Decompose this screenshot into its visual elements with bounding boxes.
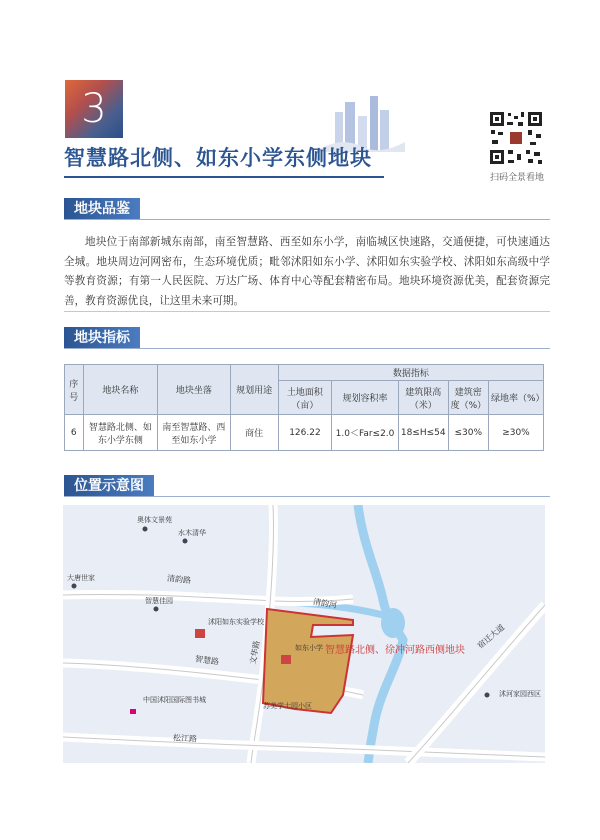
paragraph-divider xyxy=(64,311,550,312)
bookstore-icon xyxy=(130,709,136,714)
poi-datang: 大唐世家 xyxy=(67,574,95,582)
header-index: 序号 xyxy=(65,365,84,415)
cell-height: 18≤H≤54 xyxy=(398,415,448,451)
indicator-table xyxy=(64,364,544,451)
table-row xyxy=(65,415,544,451)
section-divider xyxy=(64,348,550,349)
page-title: 智慧路北侧、如东小学东侧地块 xyxy=(64,145,372,170)
cell-usage: 商住 xyxy=(230,415,278,451)
poi-aoti: 奥体文景苑 xyxy=(137,516,172,524)
header-location: 地块坐落 xyxy=(158,365,231,415)
poi-marker xyxy=(72,584,77,589)
title-underline xyxy=(64,176,384,178)
poi-rudong-school: 如东小学 xyxy=(295,644,323,652)
parcel-label: 智慧路北侧、徐冲河路西侧地块 xyxy=(325,645,465,656)
header-height: 建筑限高（米） xyxy=(398,381,448,415)
poi-shiyan-school: 沭阳如东实验学校 xyxy=(208,618,264,626)
header-far: 规划容积率 xyxy=(332,381,399,415)
poi-marker xyxy=(485,693,490,698)
cell-density: ≤30% xyxy=(448,415,488,451)
cell-area: 126.22 xyxy=(278,415,332,451)
road-qingyun: 清韵路 xyxy=(166,573,192,586)
header-data-group: 数据指标 xyxy=(278,365,543,381)
section-title-overview: 地块品鉴 xyxy=(64,198,140,220)
road-songjiang: 松江路 xyxy=(172,733,198,744)
header-green: 绿地率（%） xyxy=(488,381,543,415)
poi-shuhe: 沭河家园西区 xyxy=(499,690,541,698)
cell-index: 6 xyxy=(65,415,84,451)
section-divider xyxy=(64,496,550,497)
section-divider xyxy=(64,219,550,220)
header-area: 土地面积（亩） xyxy=(278,381,332,415)
cell-name: 智慧路北侧、如东小学东侧 xyxy=(83,415,157,451)
header-density: 建筑密度（%） xyxy=(448,381,488,415)
qr-code-icon[interactable] xyxy=(488,110,544,166)
cell-far: 1.0＜Far≤2.0 xyxy=(332,415,399,451)
road-wenhua: 文华路 xyxy=(248,639,262,666)
river-label: 清韵河 xyxy=(312,596,338,611)
header-name: 地块名称 xyxy=(83,365,157,415)
cell-green: ≥30% xyxy=(488,415,543,451)
poi-shuimu: 水木清华 xyxy=(178,529,206,537)
poi-marker xyxy=(143,527,148,532)
river-pond xyxy=(381,608,405,638)
parcel-outline xyxy=(263,609,353,713)
school-icon xyxy=(195,629,205,638)
school-icon xyxy=(281,655,291,664)
qr-caption: 扫码全景看地 xyxy=(489,173,544,183)
section-number: 3 xyxy=(81,86,107,132)
header-usage: 规划用途 xyxy=(230,365,278,415)
cell-location: 南至智慧路、西至如东小学 xyxy=(158,415,231,451)
map-graphics xyxy=(63,505,545,763)
road-zhihui: 智慧路 xyxy=(194,654,220,667)
poi-bookstore: 中国沭阳国际图书城 xyxy=(143,696,206,704)
section-title-indicators: 地块指标 xyxy=(64,327,140,349)
road-suqian: 宿迁大道 xyxy=(475,622,507,651)
poi-sumei: 苏美学士园小区 xyxy=(263,702,312,710)
overview-paragraph: 地块位于南部新城东南部，南至智慧路、西至如东小学，南临城区快速路，交通便捷，可快速通达全城。地块周边河网密布，生态环境优质；毗邻沭阳如东小学、沭阳如东实验学校、沭阳如东高级中学等教育资源；有第一人民医院、万达广场、体育中心等配套精密布局。地块环境资源优美，配套资源完善，教育资源优良，让这里未来可期。 xyxy=(64,236,550,307)
poi-marker xyxy=(183,539,188,544)
poi-zhihui-jiayuan: 智慧佳园 xyxy=(145,597,173,605)
location-map[interactable] xyxy=(63,505,545,763)
poi-marker xyxy=(154,607,159,612)
section-number-badge xyxy=(65,80,123,138)
section-title-location: 位置示意图 xyxy=(64,475,154,497)
